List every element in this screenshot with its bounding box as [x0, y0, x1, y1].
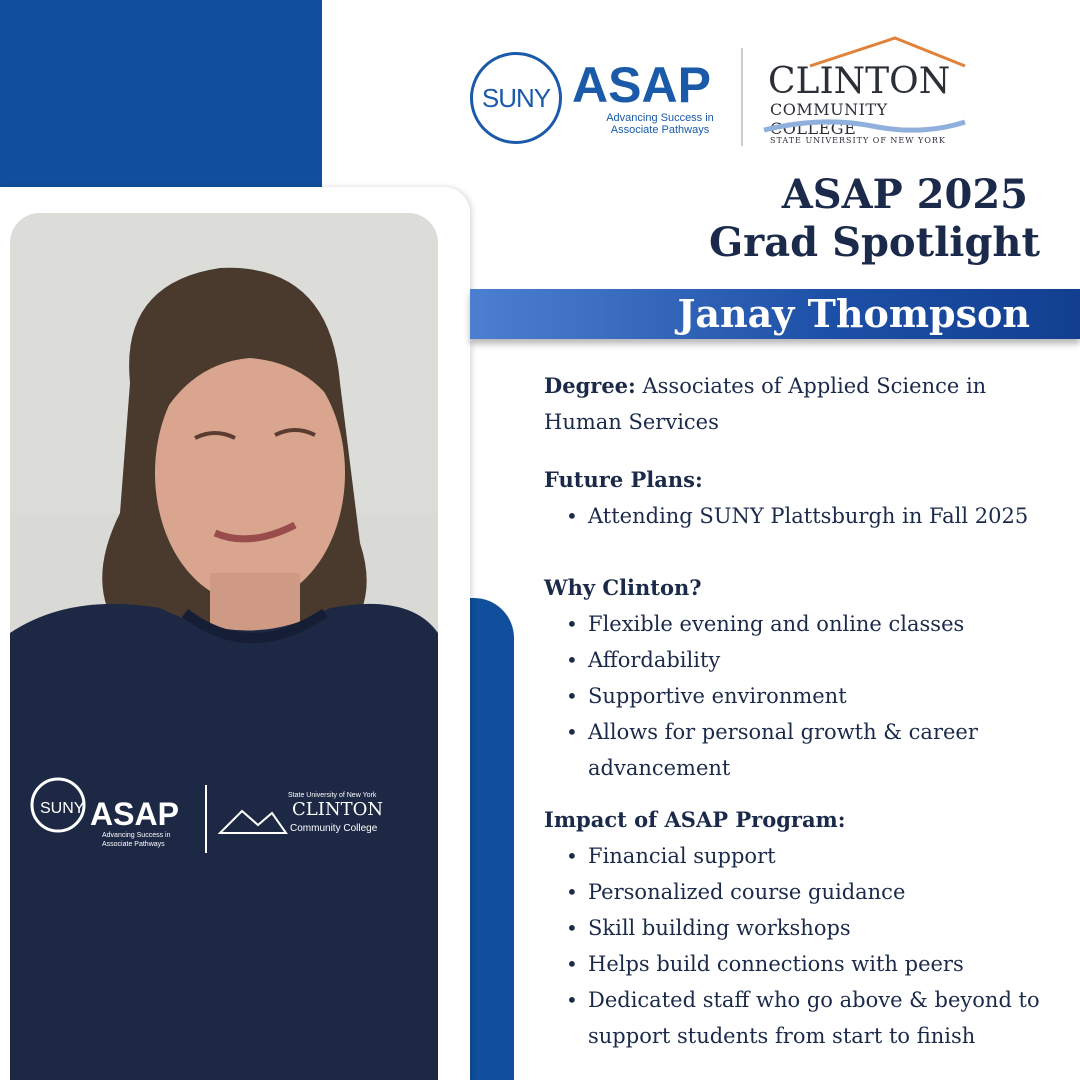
- graduate-name: Janay Thompson: [677, 291, 1030, 336]
- list-item: • Dedicated staff who go above & beyond to support students from start to finish: [566, 982, 1056, 1054]
- degree-label: Degree:: [544, 373, 636, 398]
- logo-lockup: [470, 40, 970, 150]
- list-item: • Financial support: [566, 838, 1064, 874]
- shirt-asap-text: ASAP: [90, 796, 179, 832]
- why-clinton-label: Why Clinton?: [544, 575, 702, 600]
- shirt-tag-2: Associate Pathways: [102, 841, 165, 848]
- list-item: • Flexible evening and online classes: [566, 606, 1064, 642]
- shirt-suny-line: State University of New York: [288, 792, 377, 799]
- list-item: • Personalized course guidance: [566, 874, 1064, 910]
- shirt-suny-text: SUNY: [40, 800, 85, 817]
- future-plans-block: [544, 462, 1064, 534]
- degree-value-1: Associates of Applied Science in: [642, 374, 987, 398]
- graduate-photo: [10, 213, 438, 1080]
- list-item: • Affordability: [566, 642, 1064, 678]
- asap-tagline: [590, 112, 730, 136]
- name-banner: [470, 289, 1080, 339]
- logo-divider: [741, 48, 743, 146]
- headline: [709, 172, 1040, 268]
- details-section: [544, 368, 1064, 1064]
- why-clinton-block: [544, 570, 1064, 786]
- list-item: • Helps build connections with peers: [566, 946, 1064, 982]
- suny-logo: [470, 52, 562, 144]
- wave-icon: [762, 112, 967, 138]
- degree-block: [544, 368, 1064, 440]
- list-item: • Attending SUNY Plattsburgh in Fall 2025: [566, 498, 1064, 534]
- blue-corner-panel: [0, 0, 322, 200]
- blue-accent-panel: [466, 598, 514, 1080]
- clinton-logo-sub: COMMUNITY COLLEGE: [770, 100, 888, 138]
- asap-tagline-1: Advancing Success in: [606, 112, 714, 124]
- list-item: • Skill building workshops: [566, 910, 1064, 946]
- suny-logo-text: SUNY: [481, 82, 551, 113]
- list-item: • Allows for personal growth & career advancement: [566, 714, 1036, 786]
- asap-tagline-2: Associate Pathways: [610, 124, 710, 137]
- shirt-college: Community College: [290, 823, 378, 834]
- headline-line-1: ASAP 2025: [781, 171, 1028, 218]
- clinton-logo-suny: STATE UNIVERSITY OF NEW YORK: [770, 136, 946, 145]
- clinton-logo-name: CLINTON: [768, 61, 951, 102]
- headline-line-2: Grad Spotlight: [709, 219, 1040, 266]
- list-item: • Supportive environment: [566, 678, 1064, 714]
- impact-label: Impact of ASAP Program:: [544, 807, 846, 832]
- asap-logo-text: ASAP: [572, 57, 711, 113]
- shirt-clinton: CLINTON: [292, 799, 384, 820]
- degree-value-2: Human Services: [544, 410, 719, 434]
- future-plans-label: Future Plans:: [544, 467, 703, 492]
- impact-block: [544, 802, 1064, 1054]
- shirt-tag-1: Advancing Success in: [102, 832, 171, 839]
